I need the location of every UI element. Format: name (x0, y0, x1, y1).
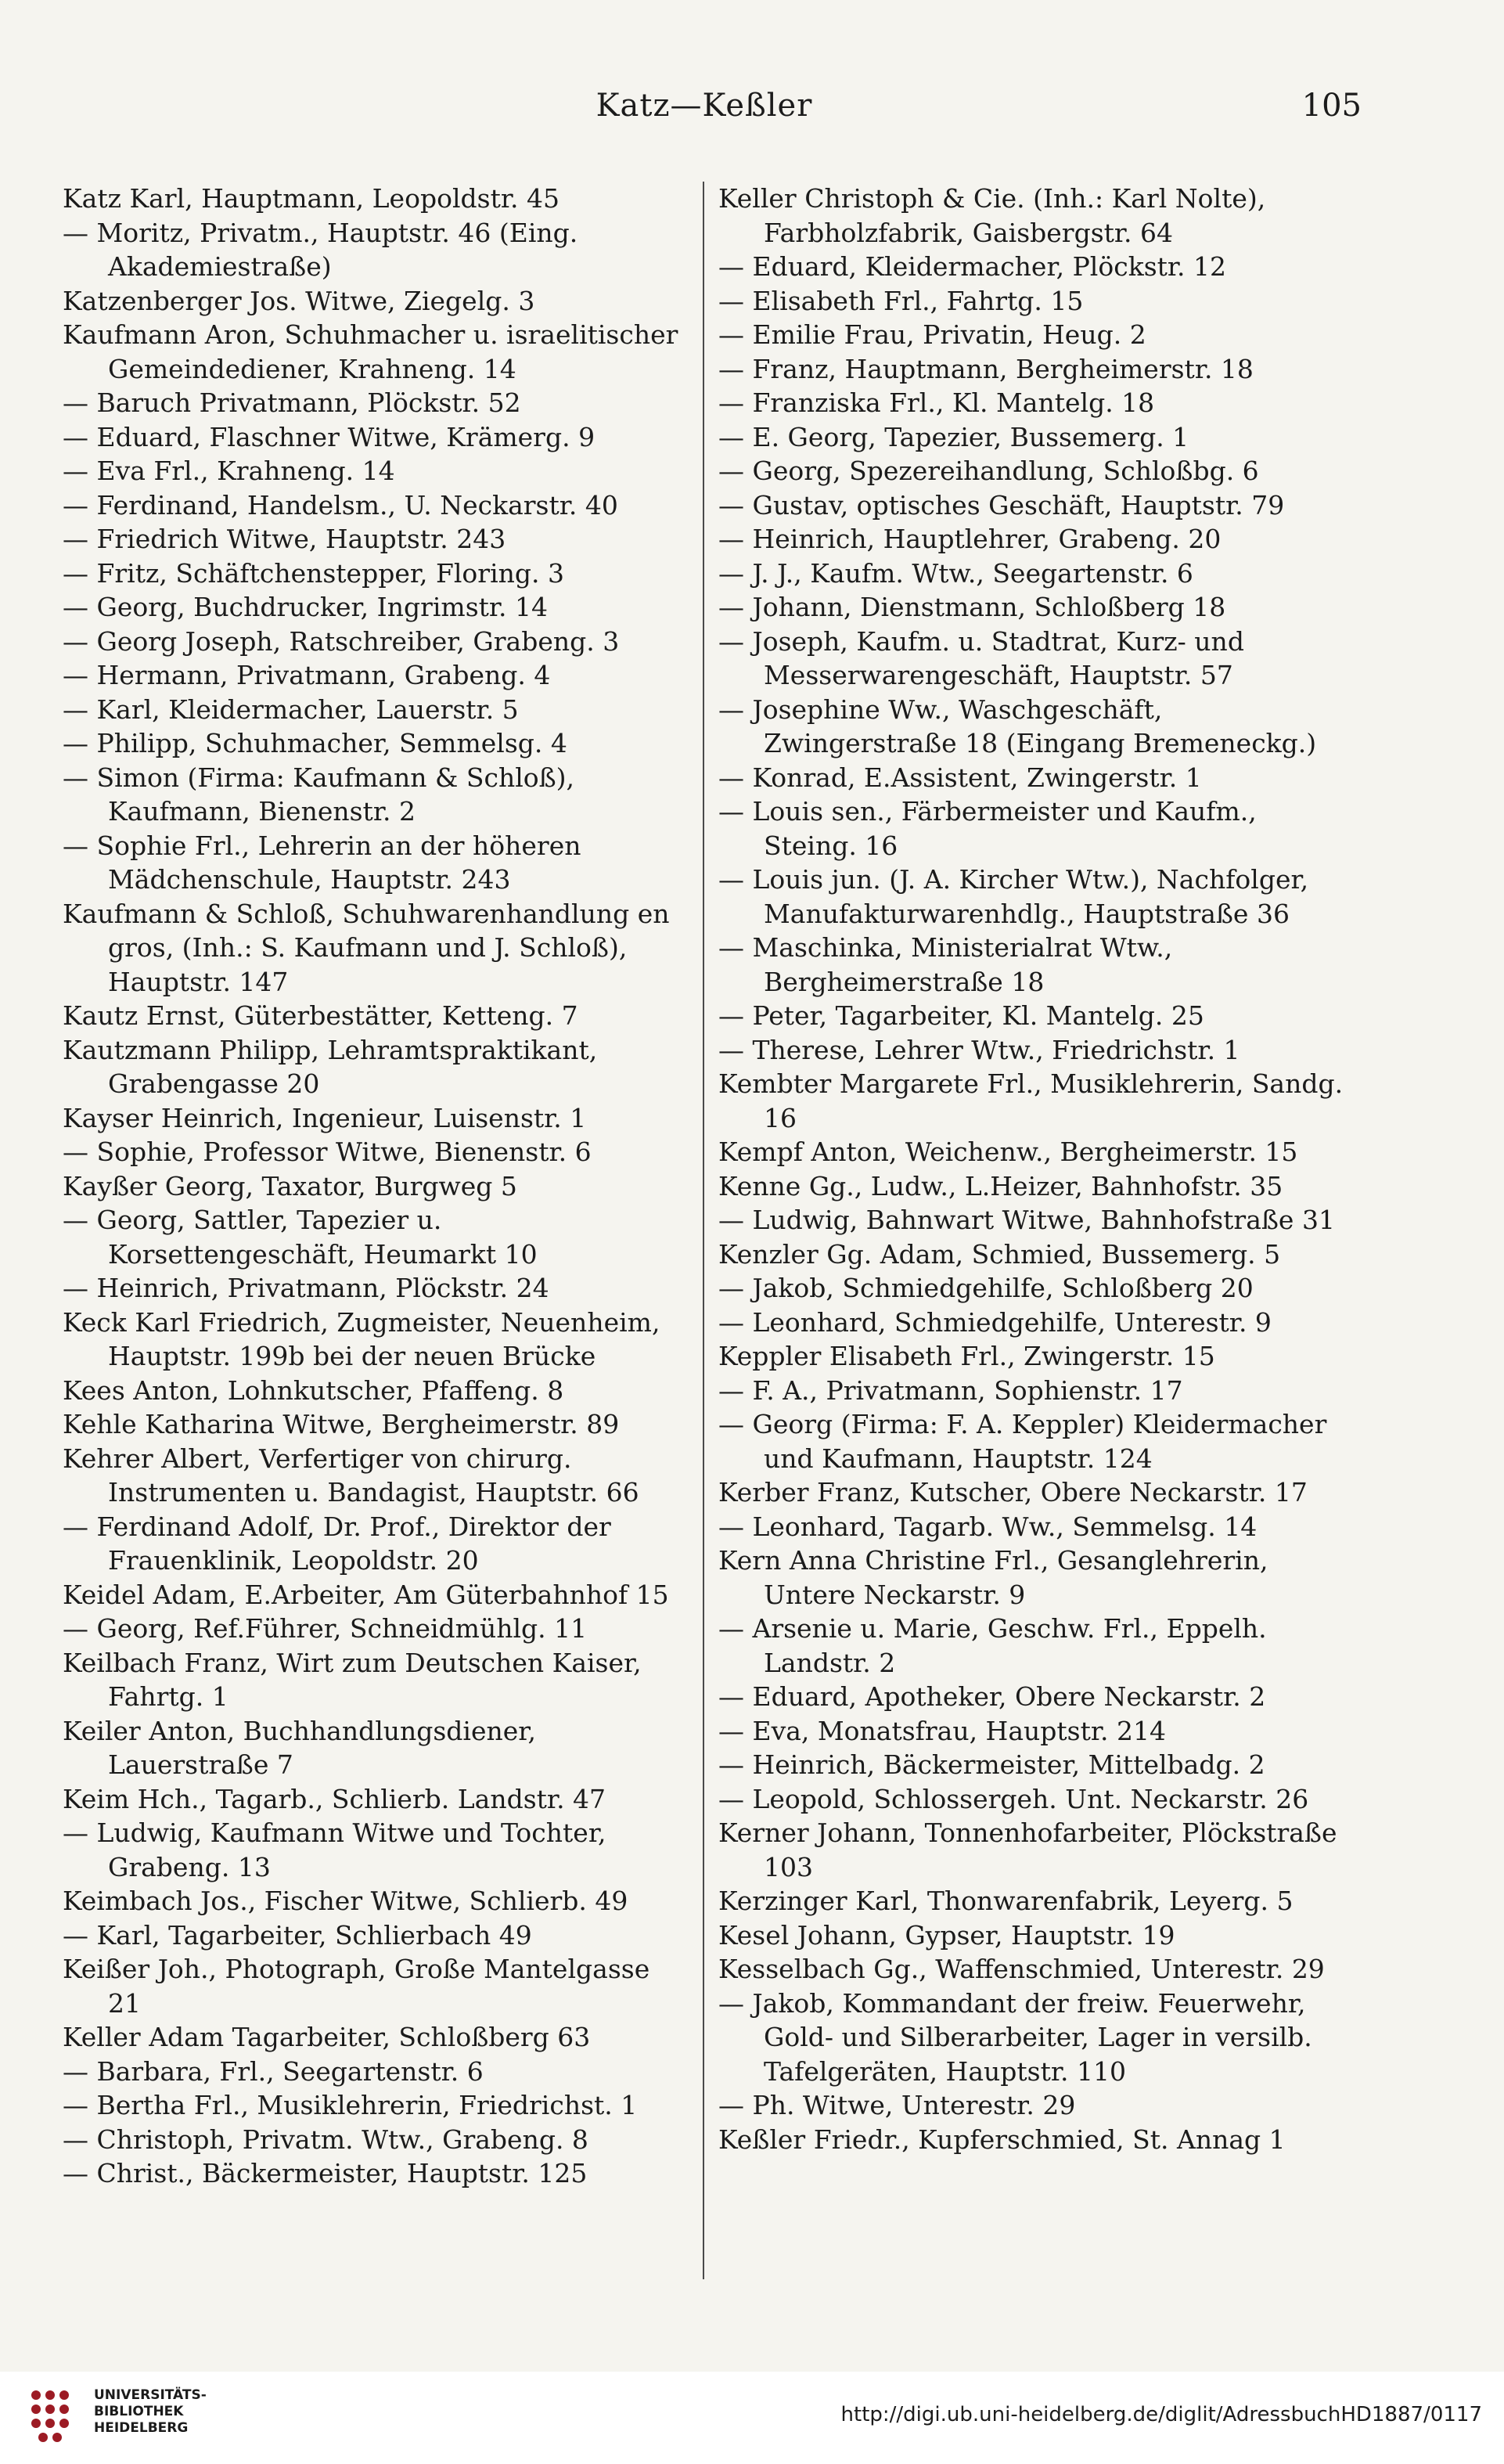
column-divider (703, 182, 704, 2279)
directory-entry: Kenzler Gg. Adam, Schmied, Bussemerg. 5 (718, 1238, 1281, 1270)
running-head: Katz—Keßler (595, 88, 813, 124)
directory-entry: Kenne Gg., Ludw., L.Heizer, Bahnhofstr. 35 (718, 1170, 1283, 1201)
directory-entry: Keßler Friedr., Kupferschmied, St. Annag 1 (718, 2124, 1286, 2155)
directory-entry: — Heinrich, Hauptlehrer, Grabeng. 20 (718, 524, 1222, 554)
directory-entry: — Franziska Frl., Kl. Mantelg. 18 (718, 387, 1155, 418)
page-header (47, 88, 1362, 135)
page-number: 105 (1301, 88, 1362, 124)
directory-entry: Kempf Anton, Weichenw., Bergheimerstr. 15 (718, 1137, 1298, 1167)
directory-entry: — Konrad, E.Assistent, Zwingerstr. 1 (718, 762, 1202, 793)
directory-entry: Keidel Adam, E.Arbeiter, Am Güterbahnhof 15 (63, 1579, 669, 1610)
directory-entry: Katzenberger Jos. Witwe, Ziegelg. 3 (63, 285, 535, 316)
directory-entry: Kehle Katharina Witwe, Bergheimerstr. 89 (63, 1409, 620, 1439)
directory-entry: Kesselbach Gg., Waffenschmied, Unterestr. 29 (718, 1954, 1325, 1984)
directory-columns (63, 182, 1354, 2279)
directory-entry: Keck Karl Friedrich, Zugmeister, Neuenheim, Hauptstr. 199b bei der neuen Brücke (63, 1306, 660, 1371)
directory-entry: Keim Hch., Tagarb., Schlierb. Landstr. 47 (63, 1783, 606, 1814)
footer-bar (0, 2372, 1504, 2464)
directory-entry: — Georg, Spezereihandlung, Schloßbg. 6 (718, 456, 1259, 486)
directory-entry: Keißer Joh., Photograph, Große Mantelgasse 21 (63, 1954, 650, 2019)
directory-entry: — Joseph, Kaufm. u. Stadtrat, Kurz- und Messerwarengeschäft, Hauptstr. 57 (718, 625, 1244, 690)
directory-entry: — E. Georg, Tapezier, Bussemerg. 1 (718, 421, 1189, 452)
directory-entry: Katz Karl, Hauptmann, Leopoldstr. 45 (63, 183, 560, 214)
right-column (718, 182, 1344, 2279)
library-logo-icon (30, 2389, 85, 2444)
library-name-line: HEIDELBERG (94, 2420, 189, 2436)
directory-entry: — Karl, Tagarbeiter, Schlierbach 49 (63, 1919, 532, 1951)
directory-entry: — Elisabeth Frl., Fahrtg. 15 (718, 285, 1084, 316)
directory-entry: — Franz, Hauptmann, Bergheimerstr. 18 (718, 353, 1254, 384)
directory-entry: — Maschinka, Ministerialrat Wtw., Bergheimerstraße 18 (718, 932, 1173, 997)
directory-entry: — Ludwig, Kaufmann Witwe und Tochter, Grabeng. 13 (63, 1817, 606, 1882)
directory-entry: Kembter Margarete Frl., Musiklehrerin, Sandg. 16 (718, 1068, 1344, 1133)
directory-entry: Keilbach Franz, Wirt zum Deutschen Kaiser, Fahrtg. 1 (63, 1647, 642, 1712)
directory-entry: — Baruch Privatmann, Plöckstr. 52 (63, 387, 521, 418)
directory-entry: — Georg, Buchdrucker, Ingrimstr. 14 (63, 592, 549, 622)
directory-entry: Keppler Elisabeth Frl., Zwingerstr. 15 (718, 1341, 1215, 1371)
directory-entry: — Georg, Sattler, Tapezier u. Korsettengeschäft, Heumarkt 10 (63, 1205, 538, 1270)
directory-entry: — Josephine Ww., Waschgeschäft, Zwingerstraße 18 (Eingang Bremeneckg.) (718, 693, 1317, 758)
directory-entry: — Bertha Frl., Musiklehrerin, Friedrichst. 1 (63, 2090, 638, 2120)
directory-entry: Keller Adam Tagarbeiter, Schloßberg 63 (63, 2022, 591, 2052)
source-url[interactable]: http://digi.ub.uni-heidelberg.de/diglit/AdressbuchHD1887/0117 (840, 2403, 1482, 2426)
directory-entry: — Sophie, Professor Witwe, Bienenstr. 6 (63, 1137, 592, 1167)
directory-entry: — Johann, Dienstmann, Schloßberg 18 (718, 592, 1226, 622)
directory-entry: — Eva, Monatsfrau, Hauptstr. 214 (718, 1715, 1166, 1746)
directory-entry: — Ferdinand Adolf, Dr. Prof., Direktor der Frauenklinik, Leopoldstr. 20 (63, 1511, 611, 1576)
directory-entry: — Gustav, optisches Geschäft, Hauptstr. 79 (718, 489, 1285, 521)
directory-entry: Kehrer Albert, Verfertiger von chirurg. Instrumenten u. Bandagist, Hauptstr. 66 (63, 1443, 639, 1508)
directory-entry: Kerzinger Karl, Thonwarenfabrik, Leyerg. 5 (718, 1886, 1294, 1916)
directory-entry: — Fritz, Schäftchenstepper, Floring. 3 (63, 557, 564, 589)
directory-entry: Kees Anton, Lohnkutscher, Pfaffeng. 8 (63, 1374, 564, 1406)
directory-entry: Kautzmann Philipp, Lehramtspraktikant, Grabengasse 20 (63, 1034, 598, 1099)
directory-entry: — Eduard, Apotheker, Obere Neckarstr. 2 (718, 1681, 1266, 1712)
directory-entry: — Louis sen., Färbermeister und Kaufm., Steing. 16 (718, 796, 1257, 861)
directory-entry: — Eduard, Kleidermacher, Plöckstr. 12 (718, 251, 1227, 282)
directory-entry: — Ferdinand, Handelsm., U. Neckarstr. 40 (63, 489, 618, 521)
directory-entry: — F. A., Privatmann, Sophienstr. 17 (718, 1374, 1183, 1406)
directory-entry: — Peter, Tagarbeiter, Kl. Mantelg. 25 (718, 1000, 1204, 1031)
directory-entry: — Barbara, Frl., Seegartenstr. 6 (63, 2055, 484, 2087)
directory-entry: — Eva Frl., Krahneng. 14 (63, 456, 395, 486)
directory-entry: Keller Christoph & Cie. (Inh.: Karl Nolte), Farbholzfabrik, Gaisbergstr. 64 (718, 183, 1266, 248)
directory-entry: — Leopold, Schlossergeh. Unt. Neckarstr. 26 (718, 1783, 1309, 1814)
directory-entry: Kaufmann & Schloß, Schuhwarenhandlung en gros, (Inh.: S. Kaufmann und J. Schloß), Hauptstr. 147 (63, 898, 670, 997)
directory-entry: — Heinrich, Privatmann, Plöckstr. 24 (63, 1273, 549, 1303)
directory-entry: — Heinrich, Bäckermeister, Mittelbadg. 2 (718, 1749, 1265, 1780)
library-name-line: BIBLIOTHEK (94, 2404, 184, 2419)
directory-entry: — Simon (Firma: Kaufmann & Schloß), Kaufmann, Bienenstr. 2 (63, 762, 575, 827)
directory-entry: — Philipp, Schuhmacher, Semmelsg. 4 (63, 728, 567, 758)
directory-entry: — Christ., Bäckermeister, Hauptstr. 125 (63, 2158, 588, 2188)
directory-entry: — Friedrich Witwe, Hauptstr. 243 (63, 524, 506, 554)
directory-entry: Keiler Anton, Buchhandlungsdiener, Lauerstraße 7 (63, 1715, 536, 1780)
directory-entry: — Karl, Kleidermacher, Lauerstr. 5 (63, 693, 519, 725)
directory-entry: — Sophie Frl., Lehrerin an der höheren Mädchenschule, Hauptstr. 243 (63, 830, 581, 895)
directory-entry: — Eduard, Flaschner Witwe, Krämerg. 9 (63, 421, 595, 452)
directory-entry: Kerber Franz, Kutscher, Obere Neckarstr. 17 (718, 1477, 1308, 1508)
directory-entry: Kesel Johann, Gypser, Hauptstr. 19 (718, 1919, 1175, 1951)
directory-entry: — Emilie Frau, Privatin, Heug. 2 (718, 319, 1146, 350)
directory-entry: — J. J., Kaufm. Wtw., Seegartenstr. 6 (718, 557, 1193, 589)
library-name (94, 2387, 207, 2437)
directory-entry: — Moritz, Privatm., Hauptstr. 46 (Eing. Akademiestraße) (63, 217, 578, 282)
directory-entry: — Hermann, Privatmann, Grabeng. 4 (63, 660, 551, 690)
directory-entry: — Jakob, Kommandant der freiw. Feuerwehr, Gold- und Silberarbeiter, Lager in versilb. Tafelgeräten, Hauptstr. 110 (718, 1987, 1312, 2087)
directory-entry: — Therese, Lehrer Wtw., Friedrichstr. 1 (718, 1034, 1240, 1065)
directory-entry: Kerner Johann, Tonnenhofarbeiter, Plöckstraße 103 (718, 1817, 1337, 1882)
directory-entry: — Christoph, Privatm. Wtw., Grabeng. 8 (63, 2124, 588, 2155)
directory-entry: — Louis jun. (J. A. Kircher Wtw.), Nachfolger, Manufakturwarenhdlg., Hauptstraße 36 (718, 864, 1309, 929)
directory-entry: Kayßer Georg, Taxator, Burgweg 5 (63, 1170, 517, 1201)
directory-entry: — Georg, Ref.Führer, Schneidmühlg. 11 (63, 1613, 588, 1644)
directory-entry: Kaufmann Aron, Schuhmacher u. israelitischer Gemeindediener, Krahneng. 14 (63, 319, 678, 384)
left-column (63, 182, 689, 2279)
directory-entry: Kayser Heinrich, Ingenieur, Luisenstr. 1 (63, 1102, 587, 1133)
directory-entry: Keimbach Jos., Fischer Witwe, Schlierb. 49 (63, 1886, 628, 1916)
directory-entry: — Georg Joseph, Ratschreiber, Grabeng. 3 (63, 625, 620, 657)
directory-entry: — Ludwig, Bahnwart Witwe, Bahnhofstraße 31 (718, 1205, 1335, 1235)
directory-entry: — Jakob, Schmiedgehilfe, Schloßberg 20 (718, 1273, 1254, 1303)
directory-entry: Kautz Ernst, Güterbestätter, Ketteng. 7 (63, 1000, 578, 1031)
directory-entry: — Georg (Firma: F. A. Keppler) Kleidermacher und Kaufmann, Hauptstr. 124 (718, 1409, 1327, 1474)
directory-entry: — Arsenie u. Marie, Geschw. Frl., Eppelh. Landstr. 2 (718, 1613, 1267, 1678)
directory-entry: — Leonhard, Schmiedgehilfe, Unterestr. 9 (718, 1306, 1272, 1338)
directory-entry: — Leonhard, Tagarb. Ww., Semmelsg. 14 (718, 1511, 1258, 1542)
library-name-line: UNIVERSITÄTS- (94, 2387, 207, 2403)
directory-entry: Kern Anna Christine Frl., Gesanglehrerin, Untere Neckarstr. 9 (718, 1545, 1268, 1610)
directory-entry: — Ph. Witwe, Unterestr. 29 (718, 2090, 1076, 2120)
